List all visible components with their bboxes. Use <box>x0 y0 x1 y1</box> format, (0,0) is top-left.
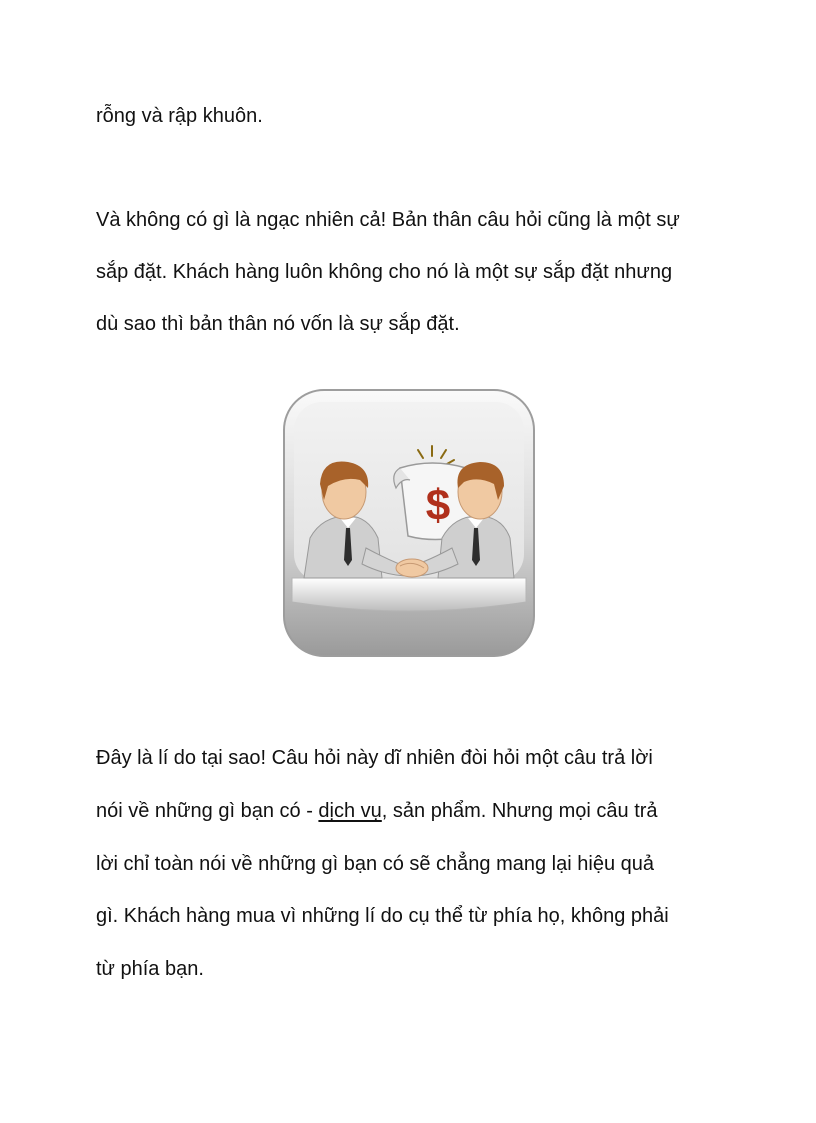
paragraph-3-line-2 <box>96 799 658 823</box>
paragraph-2-line-3: dù sao thì bản thân nó vốn là sự sắp đặt. <box>96 313 460 335</box>
paragraph-1-line-1: rỗng và rập khuôn. <box>96 105 263 127</box>
paragraph-2-line-1: Và không có gì là ngạc nhiên cả! Bản thân câu hỏi cũng là một sự <box>96 209 680 231</box>
handshake-icon <box>396 559 428 577</box>
paragraph-3-line-3: lời chỉ toàn nói về những gì bạn có sẽ chẳng mang lại hiệu quả <box>96 853 654 875</box>
paragraph-3-line-1: Đây là lí do tại sao! Câu hỏi này dĩ nhiên đòi hỏi một câu trả lời <box>96 747 653 769</box>
service-link[interactable]: dịch vụ <box>318 800 382 822</box>
paragraph-2-line-2: sắp đặt. Khách hàng luôn không cho nó là một sự sắp đặt nhưng <box>96 261 673 283</box>
paragraph-3-line-4: gì. Khách hàng mua vì những lí do cụ thể từ phía họ, không phải <box>96 905 669 927</box>
business-handshake-icon <box>282 388 536 658</box>
paragraph-3-line-2-start: nói về những gì bạn có - <box>96 800 319 822</box>
dollar-symbol: $ <box>425 481 451 530</box>
paragraph-3-line-5: từ phía bạn. <box>96 958 204 980</box>
paragraph-3-line-2-end: , sản phẩm. Nhưng mọi câu trả <box>381 800 658 822</box>
